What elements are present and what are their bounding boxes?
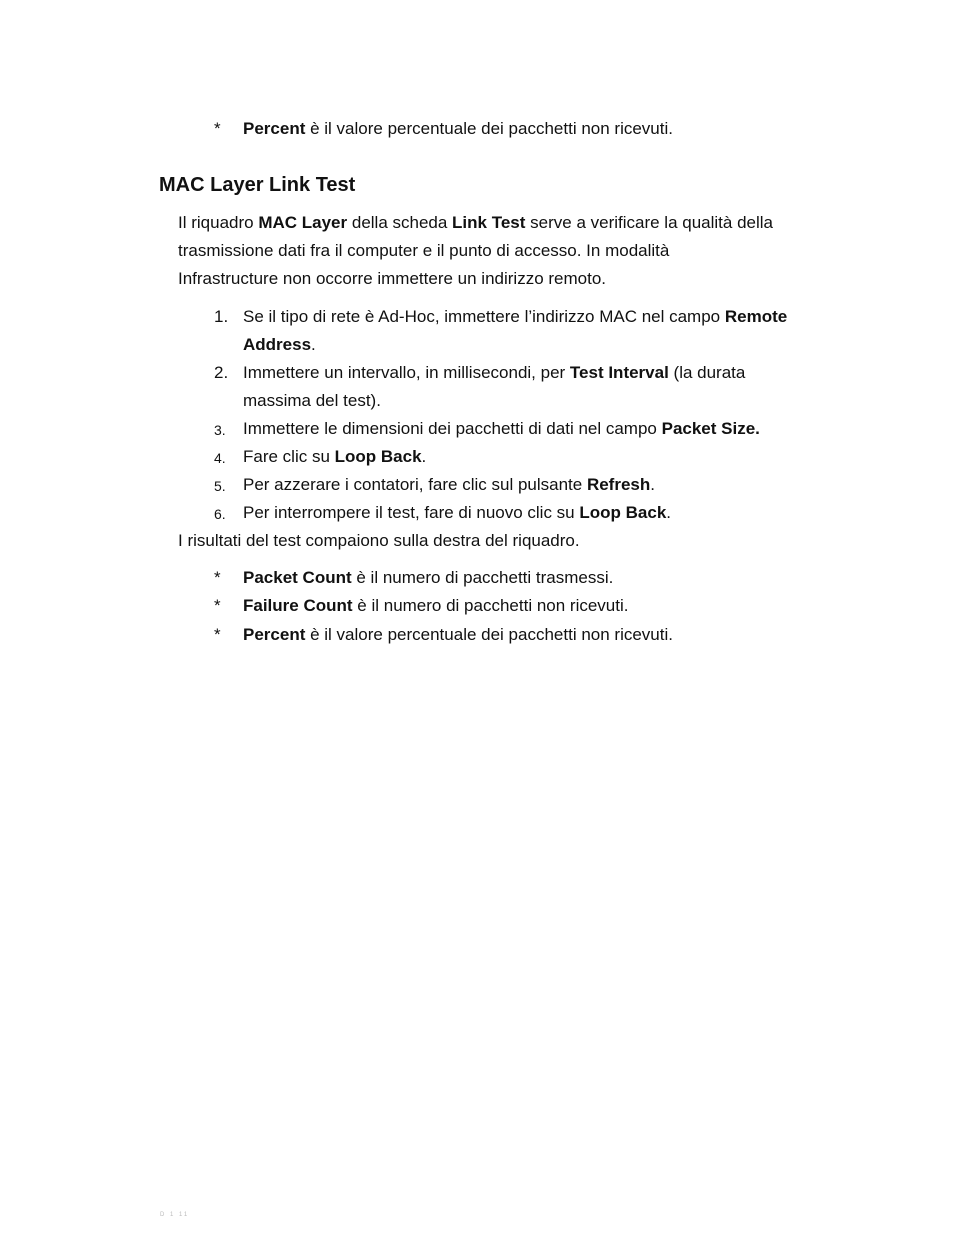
term: Packet Count bbox=[243, 568, 352, 587]
step-item bbox=[243, 419, 760, 439]
step-item-continuation bbox=[243, 335, 316, 355]
text: Per azzerare i contatori, fare clic sul pulsante bbox=[243, 475, 587, 494]
step-item bbox=[243, 503, 671, 523]
bullet-marker: * bbox=[214, 596, 221, 615]
text: . bbox=[666, 503, 672, 522]
text: Per interrompere il test, fare di nuovo clic su bbox=[243, 503, 580, 522]
text: . bbox=[650, 475, 655, 494]
step-item bbox=[243, 307, 787, 327]
bold-term: MAC Layer bbox=[258, 213, 348, 232]
step-number: 1. bbox=[214, 307, 229, 326]
text: Immettere le dimensioni dei pacchetti di dati nel campo bbox=[243, 419, 662, 438]
result-item bbox=[243, 568, 613, 588]
step-item bbox=[243, 363, 745, 383]
top-bullet-item bbox=[243, 119, 673, 139]
intro-line-2: trasmissione dati fra il computer e il punto di accesso. In modalità bbox=[178, 241, 670, 260]
term: Failure Count bbox=[243, 596, 353, 615]
step-number: 3. bbox=[214, 422, 226, 438]
bold-term: Loop Back bbox=[579, 503, 667, 522]
term: Percent bbox=[243, 625, 306, 644]
result-item bbox=[243, 596, 628, 616]
step-item-continuation: massima del test). bbox=[243, 391, 381, 410]
text: . bbox=[421, 447, 427, 466]
step-number: 5. bbox=[214, 478, 226, 494]
intro-line-3: Infrastructure non occorre immettere un indirizzo remoto. bbox=[178, 269, 607, 288]
bullet-marker: * bbox=[214, 568, 221, 587]
bold-term: Link Test bbox=[452, 213, 526, 232]
intro-line-1 bbox=[178, 213, 773, 233]
definition: è il numero di pacchetti non ricevuti. bbox=[352, 596, 629, 615]
text: Il riquadro bbox=[178, 213, 259, 232]
bold-term: Refresh bbox=[586, 475, 651, 494]
term: Percent bbox=[243, 119, 306, 138]
step-number: 6. bbox=[214, 506, 226, 522]
results-intro: I risultati del test compaiono sulla destra del riquadro. bbox=[178, 531, 580, 550]
bullet-marker: * bbox=[214, 625, 221, 644]
bullet-marker: * bbox=[214, 119, 221, 138]
section-heading: MAC Layer Link Test bbox=[159, 174, 356, 196]
definition: è il numero di pacchetti trasmessi. bbox=[351, 568, 614, 587]
bold-term: Test Interval bbox=[569, 363, 669, 382]
text: (la durata bbox=[668, 363, 746, 382]
step-item bbox=[243, 447, 426, 467]
text: serve a verificare la qualità della bbox=[525, 213, 773, 232]
bold-term: Address bbox=[243, 335, 312, 354]
step-item bbox=[243, 475, 655, 495]
text: Se il tipo di rete è Ad-Hoc, immettere l’indirizzo MAC nel campo bbox=[243, 307, 725, 326]
definition: è il valore percentuale dei pacchetti non ricevuti. bbox=[305, 119, 673, 138]
bold-term: Loop Back bbox=[334, 447, 422, 466]
text: Fare clic su bbox=[243, 447, 335, 466]
page-footer: D 1 11 bbox=[160, 1212, 190, 1218]
bold-term: Packet Size. bbox=[661, 419, 760, 438]
text: della scheda bbox=[347, 213, 453, 232]
step-number: 4. bbox=[214, 450, 226, 466]
bold-term: Remote bbox=[724, 307, 788, 326]
step-number: 2. bbox=[214, 363, 229, 382]
text: . bbox=[311, 335, 316, 354]
definition: è il valore percentuale dei pacchetti non ricevuti. bbox=[305, 625, 673, 644]
text: Immettere un intervallo, in millisecondi, per bbox=[243, 363, 570, 382]
result-item bbox=[243, 625, 673, 645]
